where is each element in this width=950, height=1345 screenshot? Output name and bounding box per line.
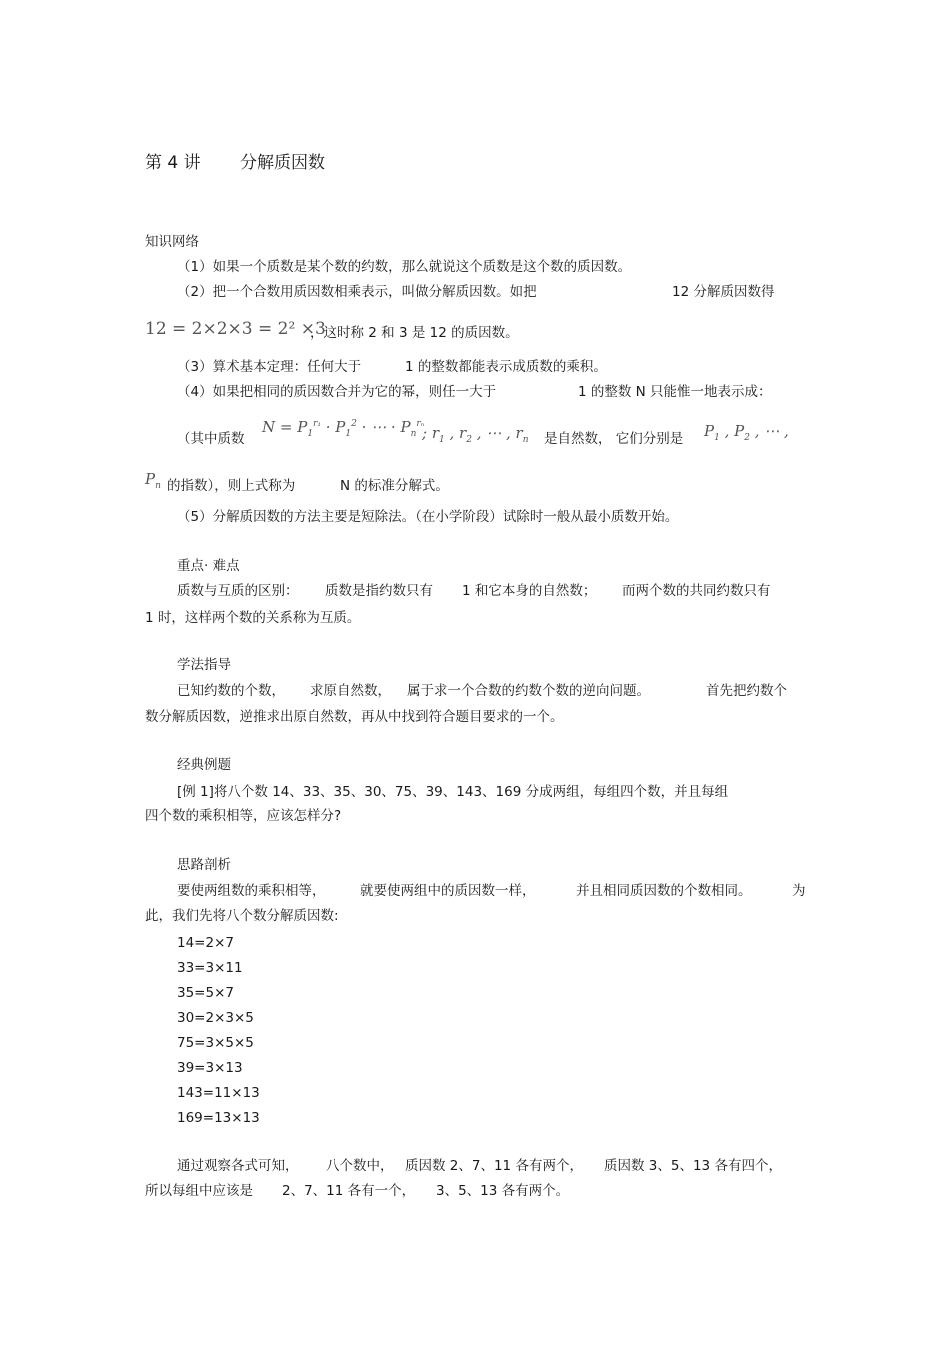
analysis-line-1-c: 并且相同质因数的个数相同。	[576, 883, 752, 899]
factorization-row: 35=5×7	[177, 985, 234, 1001]
observation-line-1-c: 质因数 2、7、11 各有两个，	[405, 1158, 583, 1174]
analysis-line-1-b: 就要使两组中的质因数一样，	[360, 883, 536, 899]
factorization-row: 143=11×13	[177, 1085, 260, 1101]
method-line-1-b: 求原自然数，	[310, 683, 391, 699]
observation-line-1-d: 质因数 3、5、13 各有四个，	[604, 1158, 782, 1174]
knowledge-item-4-prime-label: （其中质数	[177, 431, 245, 447]
example-1-line-2: 四个数的乘积相等，应该怎样分?	[145, 808, 342, 824]
observation-line-2-c: 3、5、13 各有两个。	[436, 1183, 570, 1199]
analysis-line-1-d: 为	[792, 883, 806, 899]
exponent-symbols: ; $r_1$ , $r_2$ , ⋯ , $r_n$	[422, 424, 529, 445]
method-line-1-a: 已知约数的个数，	[177, 683, 285, 699]
knowledge-item-3-text: （3）算术基本定理：任何大于	[177, 359, 362, 375]
section-heading-knowledge: 知识网络	[145, 234, 199, 250]
analysis-line-1-a: 要使两组数的乘积相等，	[177, 883, 326, 899]
factorization-row: 169=13×13	[177, 1110, 260, 1126]
formula-n-lhs: N = P	[262, 418, 308, 436]
factorization-equation-12: 12 = 2×2×3 = 2² ×3	[145, 319, 326, 339]
keypoints-line-1-b: 质数是指约数只有	[325, 583, 433, 599]
section-heading-analysis: 思路剖析	[177, 857, 231, 873]
method-line-2: 数分解质因数，逆推求出原自然数，再从中找到符合题目要求的一个。	[145, 709, 564, 725]
factorization-row: 33=3×11	[177, 960, 243, 976]
page-title: 分解质因数	[240, 153, 325, 173]
knowledge-item-2-text: （2）把一个合数用质因数相乘表示，叫做分解质因数。如把	[177, 284, 537, 300]
factorization-row: 39=3×13	[177, 1060, 243, 1076]
lecture-number: 第 4 讲	[145, 153, 201, 173]
observation-line-2-a: 所以每组中应该是	[145, 1183, 253, 1199]
keypoints-line-1-c: 1 和它本身的自然数；	[462, 583, 597, 599]
prime-symbols: $P_1$ , $P_2$ , ⋯ ,	[704, 422, 789, 443]
example-1-line-1: [例 1]将八个数 14、33、35、30、75、39、143、169 分成两组，每组四个数，并且每组	[177, 784, 729, 800]
keypoints-line-1-a: 质数与互质的区别：	[177, 583, 299, 599]
observation-line-1-a: 通过观察各式可知，	[177, 1158, 299, 1174]
factorization-row: 75=3×5×5	[177, 1035, 254, 1051]
knowledge-item-4-exponent-text: 的指数），则上式称为	[167, 478, 296, 494]
knowledge-item-5: （5）分解质因数的方法主要是短除法。（在小学阶段）试除时一般从最小质数开始。	[177, 509, 679, 525]
prime-symbol-pn: $P_n$	[145, 470, 161, 491]
knowledge-item-4-standard-form: N 的标准分解式。	[340, 478, 449, 494]
section-heading-examples: 经典例题	[177, 757, 231, 773]
observation-line-1-b: 八个数中，	[326, 1158, 394, 1174]
section-heading-keypoints: 重点· 难点	[177, 558, 240, 574]
factorization-row: 30=2×3×5	[177, 1010, 254, 1026]
knowledge-item-4-tail: 1 的整数 N 只能惟一地表示成：	[578, 384, 772, 400]
standard-factorization-formula: $N = P_1^{r_1} \cdot P_1^2$ · ⋯ · $P_n^{r_n}$	[262, 418, 425, 439]
section-heading-method: 学法指导	[177, 657, 231, 673]
analysis-line-2: 此，我们先将八个数分解质因数:	[145, 908, 339, 924]
knowledge-item-4-natural-numbers: 是自然数， 它们分别是	[544, 431, 684, 447]
factorization-row: 14=2×7	[177, 935, 234, 951]
knowledge-item-3-tail: 1 的整数都能表示成质数的乘积。	[405, 359, 607, 375]
knowledge-item-1: （1）如果一个质数是某个数的约数，那么就说这个质数是这个数的质因数。	[177, 259, 632, 275]
method-line-1-c: 属于求一个合数的约数个数的逆向问题。	[407, 683, 650, 699]
knowledge-item-2-conclusion: ，这时称 2 和 3 是 12 的质因数。	[310, 325, 519, 341]
observation-line-2-b: 2、7、11 各有一个，	[282, 1183, 416, 1199]
method-line-1-d: 首先把约数个	[706, 683, 787, 699]
keypoints-line-2: 1 时，这样两个数的关系称为互质。	[145, 610, 361, 626]
keypoints-line-1-d: 而两个数的共同约数只有	[622, 583, 771, 599]
knowledge-item-2-tail: 12 分解质因数得	[672, 284, 775, 300]
knowledge-item-4-text: （4）如果把相同的质因数合并为它的幂，则任一大于	[177, 384, 497, 400]
